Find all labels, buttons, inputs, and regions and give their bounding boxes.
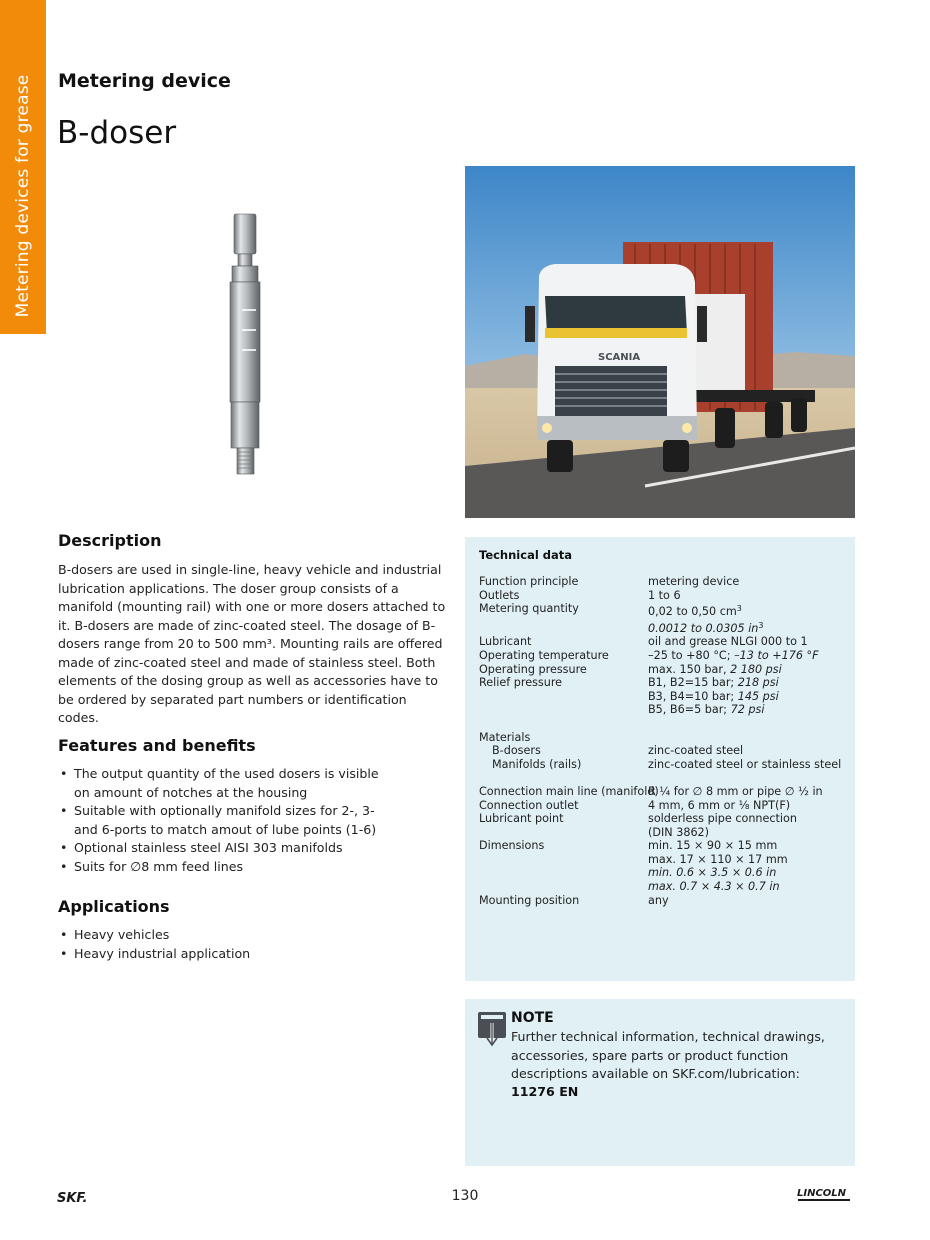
table-row: Lubricant oil and grease NLGI 000 to 1: [479, 635, 808, 649]
note-document-code: 11276 EN: [511, 1084, 579, 1099]
page-kicker: Metering device: [58, 70, 231, 92]
page-title: B-doser: [57, 115, 177, 151]
technical-data-table: [479, 575, 849, 907]
table-row: B3, B4=10 bar; 145 psi: [648, 689, 779, 703]
technical-data-title: Technical data: [479, 548, 573, 562]
table-row: Lubricant point solderless pipe connection: [479, 812, 797, 826]
table-row: Dimensions min. 15 × 90 × 15 mm: [479, 839, 778, 853]
applications-heading: Applications: [58, 897, 170, 916]
table-row: Outlets 1 to 6: [479, 588, 681, 602]
table-row: Materials: [479, 730, 531, 744]
table-row: min. 0.6 × 3.5 × 0.6 in: [648, 866, 777, 880]
features-heading: Features and benefits: [58, 736, 256, 755]
table-row: Operating pressure max. 150 bar, 2 180 psi: [479, 662, 782, 676]
table-row: (DIN 3862): [648, 825, 710, 839]
table-row: max. 0.7 × 4.3 × 0.7 in: [648, 880, 780, 894]
section-side-tab: [0, 0, 46, 334]
list-item: • Optional stainless steel AISI 303 manifolds: [58, 839, 388, 858]
note-title: NOTE: [511, 1010, 554, 1026]
description-heading: Description: [58, 531, 162, 550]
technical-data-panel: [465, 537, 855, 981]
table-row: Manifolds (rails) zinc-coated steel or stainless steel: [492, 757, 842, 771]
truck-photo: [465, 166, 855, 518]
note-panel: [465, 999, 855, 1166]
note-text: Further technical information, technical drawings, accessories, spare parts or product function descriptions available on SKF.com/lubrication:: [511, 1029, 825, 1081]
list-item: • Suitable with optionally manifold sizes for 2-, 3- and 6-ports to match amout of lube points (1-6): [58, 802, 388, 839]
page-number: 130: [451, 1188, 479, 1204]
table-row: Operating temperature –25 to +80 °C; –13 to +176 °F: [479, 648, 819, 662]
list-item: • Heavy vehicles: [58, 926, 388, 945]
svg-text:SKF.: SKF.: [57, 1191, 88, 1205]
note-document-icon: [477, 1011, 507, 1047]
table-row: Function principle metering device: [479, 575, 740, 588]
features-list: [58, 765, 388, 876]
list-item: • Suits for ∅8 mm feed lines: [58, 858, 388, 877]
description-text: B-dosers are used in single-line, heavy vehicle and industrial lubrication applications. The doser group consists of a manifold (mounting rail) with one or more dosers attached to it. B-dosers are made of zinc-coated steel. The dosage of B-dosers range from 20 to 500 mm³. Mounting rails are offered made of zinc-coated steel and made of stainless steel. Both elements of the dosing group as well as accessories have to be ordered by separated part numbers or identification codes.: [58, 562, 446, 725]
table-row: B5, B6=5 bar; 72 psi: [648, 703, 765, 717]
section-side-tab-label: Metering devices for grease: [13, 74, 33, 318]
table-row: Connection outlet 4 mm, 6 mm or ⅛ NPT(F): [479, 798, 791, 812]
list-item: • Heavy industrial application: [58, 945, 388, 964]
list-item: • The output quantity of the used dosers is visible on amount of notches at the housing: [58, 765, 388, 802]
table-row: Connection main line (manifold) R ¼ for ∅ 8 mm or pipe ∅ ½ in: [479, 784, 823, 798]
table-row: Relief pressure B1, B2=15 bar; 218 psi: [479, 676, 779, 690]
truck-brand-label: SCANIA: [598, 352, 641, 363]
table-row: Mounting position any: [479, 893, 669, 907]
table-row: 0.0012 to 0.0305 $in^3$: [648, 620, 764, 635]
lincoln-logo: [796, 1184, 854, 1206]
svg-text:LINCOLN: LINCOLN: [797, 1188, 847, 1199]
table-row: max. 17 × 110 × 17 mm: [648, 852, 788, 866]
b-doser-product-image: [222, 210, 282, 480]
table-row: B-dosers zinc-coated steel: [492, 744, 744, 758]
table-row: Metering quantity 0,02 to 0,50 $cm^3$: [479, 602, 742, 619]
applications-list: [58, 926, 388, 963]
